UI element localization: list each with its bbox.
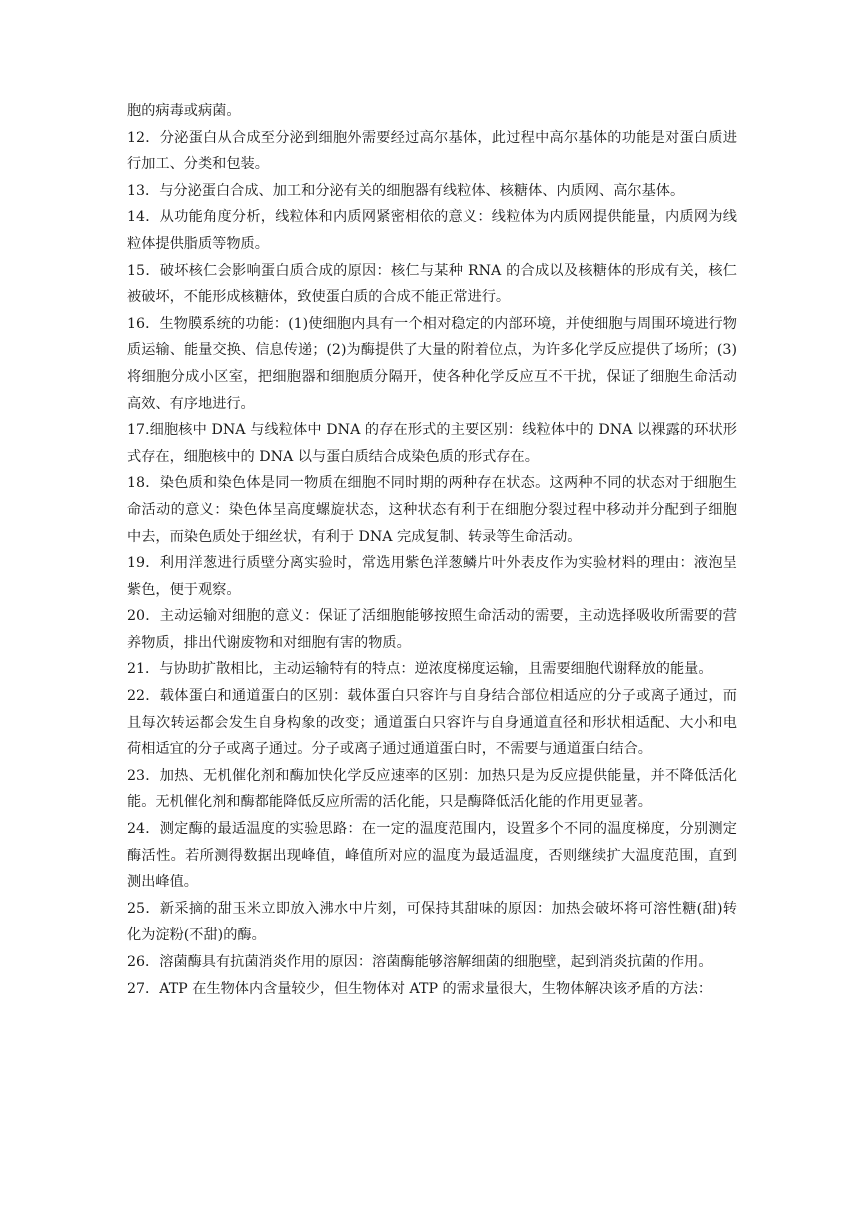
paragraph-23: 23．加热、无机催化剂和酶加快化学反应速率的区别：加热只是为反应提供能量，并不降低活化能。无机催化剂和酶都能降低反应所需的活化能，只是酶降低活化能的作用更显著。 <box>127 767 737 811</box>
paragraph-15: 15．破坏核仁会影响蛋白质合成的原因：核仁与某种 RNA 的合成以及核糖体的形成有关，核仁被破坏，不能形成核糖体，致使蛋白质的合成不能正常进行。 <box>127 262 737 306</box>
paragraph-17: 17.细胞核中 DNA 与线粒体中 DNA 的存在形式的主要区别：线粒体中的 DNA 以裸露的环状形式存在，细胞核中的 DNA 以与蛋白质结合成染色质的形式存在。 <box>127 422 737 465</box>
paragraph-20: 20．主动运输对细胞的意义：保证了活细胞能够按照生命活动的需要，主动选择吸收所需要的营养物质，排出代谢废物和对细胞有害的物质。 <box>127 608 737 651</box>
paragraph-16: 16．生物膜系统的功能：(1)使细胞内具有一个相对稳定的内部环境，并使细胞与周围环境进行物质运输、能量交换、信息传递；(2)为酶提供了大量的附着位点，为许多化学反应提供了场所；(3)将细胞分成小区室，把细胞器和细胞质分隔开，使各种化学反应互不干扰，保证了细胞生命活动高效、有序地进行。 <box>127 315 737 412</box>
paragraph-11-continuation: 胞的病毒或病菌。 <box>127 103 241 119</box>
paragraph-21: 21．与协助扩散相比，主动运输特有的特点：逆浓度梯度运输，且需要细胞代谢释放的能量。 <box>127 661 713 678</box>
paragraph-22: 22．载体蛋白和通道蛋白的区别：载体蛋白只容许与自身结合部位相适应的分子或离子通过，而且每次转运都会发生自身构象的改变；通道蛋白只容许与自身通道直径和形状相适配、大小和电荷相适宜的分子或离子通过。分子或离子通过通道蛋白时，不需要与通道蛋白结合。 <box>127 688 737 758</box>
paragraph-27: 27．ATP 在生物体内含量较少，但生物体对 ATP 的需求量很大，生物体解决该矛盾的方法： <box>127 980 713 997</box>
paragraph-19: 19．利用洋葱进行质壁分离实验时，常选用紫色洋葱鳞片叶外表皮作为实验材料的理由：液泡呈紫色，便于观察。 <box>127 555 737 598</box>
paragraph-25: 25．新采摘的甜玉米立即放入沸水中片刻，可保持其甜味的原因：加热会破坏将可溶性糖(甜)转化为淀粉(不甜)的酶。 <box>127 900 737 944</box>
paragraph-24: 24．测定酶的最适温度的实验思路：在一定的温度范围内，设置多个不同的温度梯度，分别测定酶活性。若所测得数据出现峰值，峰值所对应的温度为最适温度，否则继续扩大温度范围，直到测出峰值。 <box>127 821 737 891</box>
paragraph-12: 12．分泌蛋白从合成至分泌到细胞外需要经过高尔基体，此过程中高尔基体的功能是对蛋白质进行加工、分类和包装。 <box>127 129 737 173</box>
document-body <box>127 98 737 1002</box>
paragraph-14: 14．从功能角度分析，线粒体和内质网紧密相依的意义：线粒体为内质网提供能量，内质网为线粒体提供脂质等物质。 <box>127 209 737 252</box>
paragraph-18: 18．染色质和染色体是同一物质在细胞不同时期的两种存在状态。这两种不同的状态对于细胞生命活动的意义：染色体呈高度螺旋状态，这种状态有利于在细胞分裂过程中移动并分配到子细胞中去，而染色质处于细丝状，有利于 DNA 完成复制、转录等生命活动。 <box>127 475 737 545</box>
paragraph-13: 13．与分泌蛋白合成、加工和分泌有关的细胞器有线粒体、核糖体、内质网、高尔基体。 <box>127 182 685 199</box>
paragraph-26: 26．溶菌酶具有抗菌消炎作用的原因：溶菌酶能够溶解细菌的细胞壁，起到消炎抗菌的作用。 <box>127 954 713 970</box>
